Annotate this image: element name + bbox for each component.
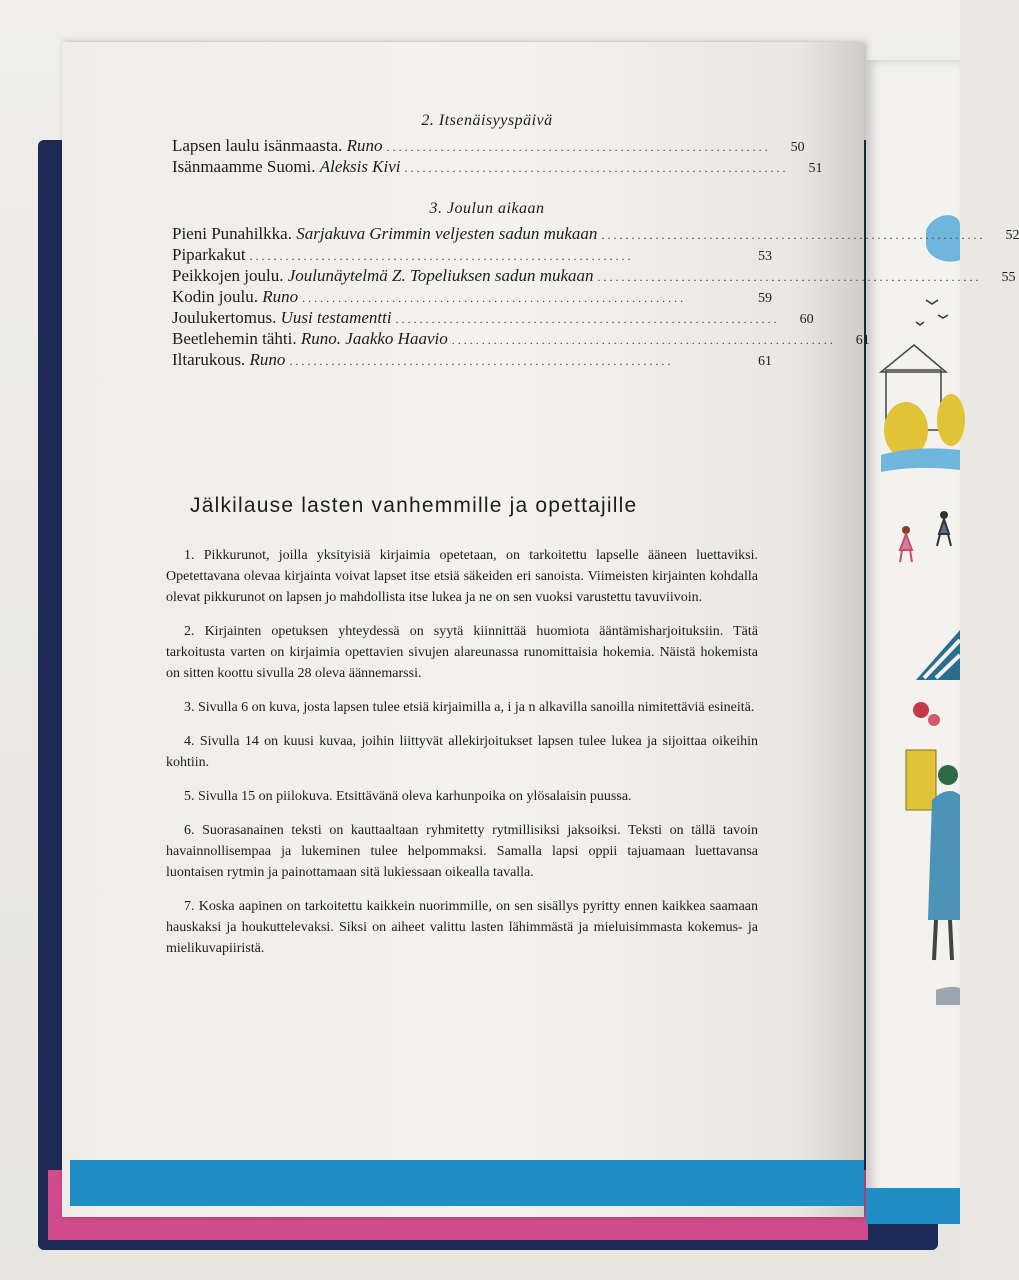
toc-entry-subtitle: Uusi testamentti [280,308,392,327]
toc-entry [172,329,870,350]
toc-leader-dots: ................................................................ [249,249,634,263]
toc-leader-dots: ................................................................ [597,270,982,284]
toc-page-number: 53 [758,249,772,264]
toc-leader-dots: ................................................................ [289,354,674,368]
toc-page-number: 60 [799,312,814,327]
right-page-blue-strip [866,1188,960,1224]
toc-entry-title: Joulukertomus. [172,308,277,327]
afterword-paragraph: 5. Sivulla 15 on piilokuva. Etsittävänä oleva karhunpoika on ylösalaisin puussa. [184,789,632,804]
toc-entry-subtitle: Aleksis Kivi [319,157,401,176]
flowers [913,702,929,718]
table-of-contents [172,112,1019,371]
afterword-paragraph: 6. Suorasanainen teksti on kauttaaltaan ryhmitetty rytmillisiksi jaksoiksi. Teksti on tällä tavoin havainnollisempaa ja lukeminen tulee helpommaksi. Samalla lapsi oppii tajuamaan luettavansa luontaisen rytmin ja painottamaan sitä lukiessaan oikealla tavalla. [166,823,758,880]
vendor-legs [934,920,952,960]
toc-entry [172,224,1019,245]
toc-entry-subtitle: Joulunäytelmä Z. Topeliuksen sadun mukaan [287,266,594,285]
toc-entry-title: Pieni Punahilkka. [172,224,292,243]
toc-entry [172,308,814,329]
afterword-paragraph: 4. Sivulla 14 on kuusi kuvaa, joihin liittyvät allekirjoitukset lapsen tulee lukea ja sijoittaa oikeihin kohtiin. [166,734,758,770]
afterword-paragraph: 1. Pikkurunot, joilla yksityisiä kirjaimia opetetaan, on tarkoitettu lapselle ääneen luettaviksi. Opetettavana olevaa kirjainta voivat lapset itse etsiä säkeiden eri sanoista. Viimeisten kirjainten kohdalla olevat pikkurunot on lapsen jo mahdollista itse lukea ja ne on sen vuoksi varustettu tavuviivoin. [166,548,758,605]
yellow-tree-2 [937,394,965,446]
toc-leader-dots: ................................................................ [386,140,771,154]
toc-entry-title: Beetlehemin tähti. [172,329,297,348]
vendor-body [928,791,960,920]
toc-leader-dots: ................................................................ [404,161,789,175]
awning [916,630,960,680]
toc-page-number: 50 [790,140,805,155]
toc-page-number: 52 [1005,228,1019,243]
child-figure-2 [937,519,951,546]
afterword-notes [166,545,758,972]
afterword-paragraph: 3. Sivulla 6 on kuva, josta lapsen tulee etsiä kirjaimilla a, i ja n alkavilla sanoilla nimitettäviä esineitä. [184,700,755,715]
toc-leader-dots: ................................................................ [302,291,687,305]
toc-page-number: 55 [1001,270,1016,285]
toc-leader-dots: ................................................................ [451,333,836,347]
birds [916,300,948,325]
toc-entry-title: Piparkakut [172,245,246,264]
vendor-head [938,765,958,785]
left-page-blue-strip [70,1160,864,1206]
toc-entry [172,157,823,178]
toc-entry-subtitle: Runo [249,350,286,369]
afterword-title: Jälkilause lasten vanhemmille ja opettajille [190,494,638,517]
toc-leader-dots: ................................................................ [601,228,986,242]
toc-entry-title: Lapsen laulu isänmaasta. [172,136,343,155]
toc-page-number: 61 [855,333,870,348]
toc-section-heading: 3. Joulun aikaan [429,200,545,217]
toc-entry [172,287,772,308]
toc-entry-subtitle: Runo [262,287,299,306]
toc-entry [172,350,772,371]
afterword-paragraph: 2. Kirjainten opetuksen yhteydessä on syytä kiinnittää huomiota ääntämisharjoituksiin. Tätä tarkoitusta varten on kirjaimia opettavien sivujen alareunassa runomittaisia hokemia. Näistä hokemista on sitten koottu sivulla 28 oleva äännemarssi. [166,624,758,681]
house-roof [881,345,946,372]
toc-entry [172,266,1016,287]
toc-entry-subtitle: Sarjakuva Grimmin veljesten sadun mukaan [296,224,598,243]
child-figure [900,534,912,562]
toc-page-number: 51 [808,161,823,176]
toc-page-number: 59 [758,291,772,306]
toc-section-heading: 2. Itsenäisyyspäivä [421,112,553,129]
toc-page-number: 61 [758,354,772,369]
toc-entry-title: Kodin joulu. [172,287,258,306]
stall-box [906,750,936,810]
afterword-paragraph: 7. Koska aapinen on tarkoitettu kaikkein nuorimmille, on sen sisällys pyritty ennen kaikkea saamaan hauskaksi ja houkuttelevaksi. Siksi on aiheet valittu lasten lähimmästä ja mieluisimmasta kokemus- ja mielikuvapiiristä. [166,899,758,956]
toc-entry-title: Isänmaamme Suomi. [172,157,316,176]
toc-entry [172,245,772,266]
flowers-2 [928,714,940,726]
toc-leader-dots: ................................................................ [395,312,780,326]
toc-entry [172,136,805,157]
toc-entry-subtitle: Runo. Jaakko Haavio [300,329,448,348]
toc-entry-title: Peikkojen joulu. [172,266,284,285]
toc-entry-title: Iltarukous. [172,350,246,369]
toc-entry-subtitle: Runo [346,136,383,155]
ground-snow [936,987,960,1005]
